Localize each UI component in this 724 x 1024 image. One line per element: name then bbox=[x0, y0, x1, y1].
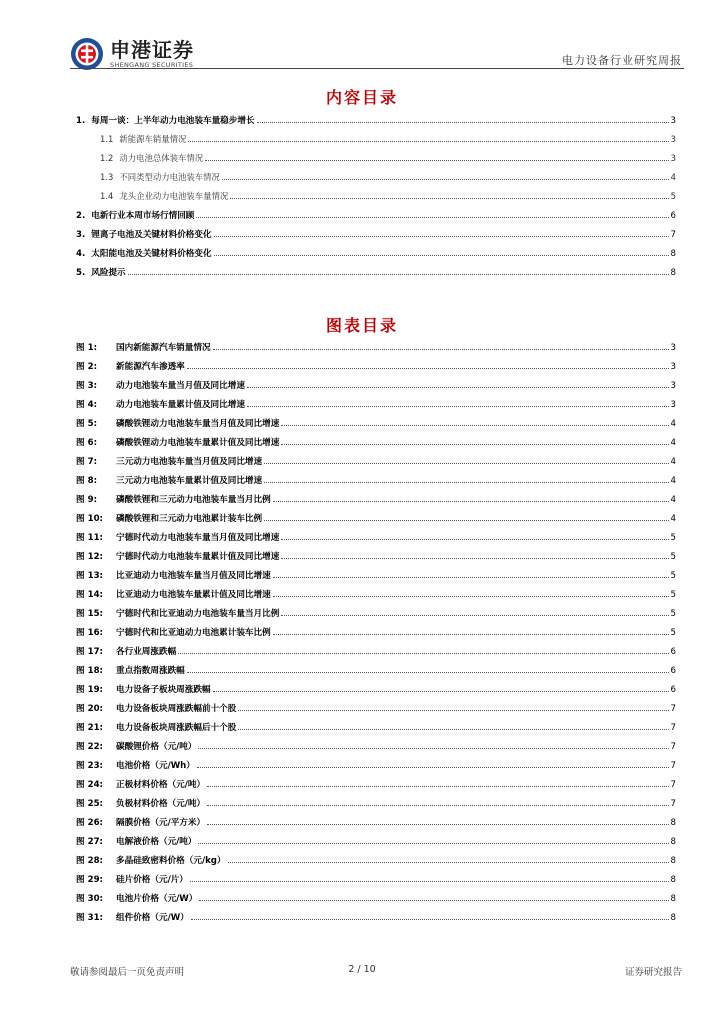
dot-leader bbox=[199, 900, 668, 901]
figure-entry[interactable] bbox=[76, 493, 676, 512]
entry-title: 锂离子电池及关键材料价格变化 bbox=[91, 230, 212, 240]
figure-entry[interactable] bbox=[76, 664, 676, 683]
entry-page-number: 6 bbox=[670, 647, 676, 657]
entry-title: 每周一谈：上半年动力电池装车量稳步增长 bbox=[91, 116, 255, 126]
figure-title: 比亚迪动力电池装车量当月值及同比增速 bbox=[116, 571, 271, 581]
dot-leader bbox=[247, 387, 669, 388]
footer-page-indicator: 2 / 10 bbox=[348, 964, 376, 975]
entry-number: 1. bbox=[76, 116, 86, 126]
figure-entry[interactable] bbox=[76, 816, 676, 835]
dot-leader bbox=[264, 520, 668, 521]
figure-number: 图 19: bbox=[76, 685, 103, 695]
figure-entry[interactable] bbox=[76, 550, 676, 569]
dot-leader bbox=[273, 577, 669, 578]
contents-entry[interactable] bbox=[76, 228, 676, 247]
entry-page-number: 7 bbox=[670, 799, 676, 809]
figure-number: 图 1: bbox=[76, 343, 98, 353]
entry-page-number: 5 bbox=[670, 571, 676, 581]
figure-title: 磷酸铁锂动力电池装车量累计值及同比增速 bbox=[116, 438, 280, 448]
entry-page-number: 4 bbox=[670, 438, 676, 448]
figure-number: 图 20: bbox=[76, 704, 103, 714]
dot-leader bbox=[238, 710, 668, 711]
figure-title: 碳酸锂价格（元/吨） bbox=[116, 742, 197, 752]
entry-page-number: 6 bbox=[670, 666, 676, 676]
entry-page-number: 7 bbox=[670, 723, 676, 733]
figure-entry[interactable] bbox=[76, 607, 676, 626]
dot-leader bbox=[273, 634, 669, 635]
figures-list bbox=[76, 341, 676, 930]
entry-page-number: 4 bbox=[670, 457, 676, 467]
entry-page-number: 3 bbox=[670, 400, 676, 410]
figure-entry[interactable] bbox=[76, 588, 676, 607]
dot-leader bbox=[213, 691, 669, 692]
figure-title: 动力电池装车量当月值及同比增速 bbox=[116, 381, 245, 391]
footer-disclaimer: 敬请参阅最后一页免责声明 bbox=[70, 967, 185, 978]
figure-title: 电力设备板块周涨跌幅后十个股 bbox=[116, 723, 237, 733]
figure-title: 磷酸铁锂动力电池装车量当月值及同比增速 bbox=[116, 419, 280, 429]
dot-leader bbox=[214, 236, 669, 237]
figure-title: 宁德时代和比亚迪动力电池装车量当月比例 bbox=[116, 609, 280, 619]
figure-number: 图 27: bbox=[76, 837, 103, 847]
dot-leader bbox=[228, 862, 669, 863]
entry-page-number: 3 bbox=[670, 343, 676, 353]
footer-doc-type: 证券研究报告 bbox=[624, 967, 682, 978]
figure-title: 宁德时代动力电池装车量累计值及同比增速 bbox=[116, 552, 280, 562]
entry-page-number: 6 bbox=[670, 685, 676, 695]
figure-entry[interactable] bbox=[76, 379, 676, 398]
entry-page-number: 7 bbox=[670, 780, 676, 790]
entry-page-number: 3 bbox=[670, 134, 676, 144]
figure-entry[interactable] bbox=[76, 436, 676, 455]
figure-number: 图 24: bbox=[76, 780, 103, 790]
entry-page-number: 4 bbox=[670, 476, 676, 486]
figure-title: 宁德时代动力电池装车量当月值及同比增速 bbox=[116, 533, 280, 543]
entry-number: 1.3 bbox=[100, 172, 114, 182]
figure-number: 图 22: bbox=[76, 742, 103, 752]
figure-entry[interactable] bbox=[76, 854, 676, 873]
dot-leader bbox=[187, 368, 669, 369]
entry-title: 电新行业本周市场行情回顾 bbox=[91, 211, 195, 221]
figure-entry[interactable] bbox=[76, 702, 676, 721]
figure-number: 图 17: bbox=[76, 647, 103, 657]
figure-entry[interactable] bbox=[76, 569, 676, 588]
figure-entry[interactable] bbox=[76, 835, 676, 854]
entry-page-number: 4 bbox=[670, 495, 676, 505]
entry-page-number: 7 bbox=[670, 230, 676, 240]
entry-page-number: 8 bbox=[670, 856, 676, 866]
contents-entry[interactable] bbox=[76, 266, 676, 285]
entry-title: 风险提示 bbox=[91, 268, 126, 278]
figure-number: 图 16: bbox=[76, 628, 103, 638]
entry-page-number: 8 bbox=[670, 818, 676, 828]
dot-leader bbox=[187, 672, 669, 673]
entry-page-number: 3 bbox=[670, 362, 676, 372]
figure-entry[interactable] bbox=[76, 873, 676, 892]
figure-entry[interactable] bbox=[76, 360, 676, 379]
dot-leader bbox=[273, 501, 669, 502]
figure-title: 磷酸铁锂和三元动力电池装车量当月比例 bbox=[116, 495, 271, 505]
dot-leader bbox=[281, 425, 668, 426]
entry-number: 2. bbox=[76, 211, 86, 221]
dot-leader bbox=[191, 919, 669, 920]
dot-leader bbox=[281, 558, 668, 559]
dot-leader bbox=[222, 179, 669, 180]
figure-number: 图 30: bbox=[76, 894, 103, 904]
figure-number: 图 13: bbox=[76, 571, 103, 581]
figure-title: 比亚迪动力电池装车量累计值及同比增速 bbox=[116, 590, 271, 600]
entry-page-number: 5 bbox=[670, 191, 676, 201]
figure-number: 图 29: bbox=[76, 875, 103, 885]
figure-entry[interactable] bbox=[76, 797, 676, 816]
entry-page-number: 5 bbox=[670, 609, 676, 619]
figure-number: 图 4: bbox=[76, 400, 98, 410]
entry-title: 太阳能电池及关键材料价格变化 bbox=[91, 249, 212, 259]
figure-number: 图 12: bbox=[76, 552, 103, 562]
entry-page-number: 3 bbox=[670, 381, 676, 391]
entry-page-number: 8 bbox=[670, 268, 676, 278]
dot-leader bbox=[207, 805, 668, 806]
entry-page-number: 7 bbox=[670, 742, 676, 752]
figure-title: 电力设备板块周涨跌幅前十个股 bbox=[116, 704, 237, 714]
entry-page-number: 5 bbox=[670, 533, 676, 543]
contents-list bbox=[76, 114, 676, 285]
entry-number: 1.2 bbox=[100, 153, 114, 163]
figure-title: 负极材料价格（元/吨） bbox=[116, 799, 206, 809]
dot-leader bbox=[205, 160, 669, 161]
dot-leader bbox=[197, 767, 669, 768]
contents-entry[interactable] bbox=[76, 209, 676, 228]
figure-number: 图 23: bbox=[76, 761, 103, 771]
dot-leader bbox=[264, 463, 668, 464]
entry-title: 动力电池总体装车情况 bbox=[119, 153, 204, 163]
figure-entry[interactable] bbox=[76, 683, 676, 702]
entry-page-number: 5 bbox=[670, 628, 676, 638]
contents-entry[interactable] bbox=[76, 171, 676, 190]
figure-title: 各行业周涨跌幅 bbox=[116, 647, 177, 657]
figure-number: 图 2: bbox=[76, 362, 98, 372]
entry-page-number: 8 bbox=[670, 913, 676, 923]
dot-leader bbox=[213, 349, 669, 350]
figure-title: 电解液价格（元/吨） bbox=[116, 837, 197, 847]
entry-page-number: 4 bbox=[670, 514, 676, 524]
entry-page-number: 6 bbox=[670, 211, 676, 221]
entry-title: 龙头企业动力电池装车量情况 bbox=[119, 191, 229, 201]
entry-page-number: 5 bbox=[670, 552, 676, 562]
entry-page-number: 8 bbox=[670, 875, 676, 885]
figure-entry[interactable] bbox=[76, 474, 676, 493]
entry-page-number: 7 bbox=[670, 704, 676, 714]
figure-title: 动力电池装车量累计值及同比增速 bbox=[116, 400, 245, 410]
figure-number: 图 26: bbox=[76, 818, 103, 828]
dot-leader bbox=[238, 729, 668, 730]
dot-leader bbox=[230, 198, 668, 199]
entry-page-number: 3 bbox=[670, 153, 676, 163]
figures-title: 图表目录 bbox=[325, 316, 398, 335]
entry-number: 1.1 bbox=[100, 134, 114, 144]
figure-entry[interactable] bbox=[76, 626, 676, 645]
figure-entry[interactable] bbox=[76, 341, 676, 360]
figure-title: 组件价格（元/W） bbox=[116, 913, 189, 923]
dot-leader bbox=[128, 274, 669, 275]
figure-title: 电力设备子板块周涨跌幅 bbox=[116, 685, 211, 695]
dot-leader bbox=[281, 444, 668, 445]
brand-english-name: SHENGANG SECURITIES bbox=[110, 60, 194, 69]
figure-number: 图 3: bbox=[76, 381, 98, 391]
figure-title: 正极材料价格（元/吨） bbox=[116, 780, 206, 790]
entry-page-number: 8 bbox=[670, 837, 676, 847]
figure-entry[interactable] bbox=[76, 531, 676, 550]
entry-number: 5. bbox=[76, 268, 86, 278]
brand-name: 申港证券 bbox=[110, 37, 194, 62]
entry-number: 4. bbox=[76, 249, 86, 259]
contents-entry[interactable] bbox=[76, 247, 676, 266]
header-divider bbox=[70, 68, 684, 69]
figure-title: 三元动力电池装车量累计值及同比增速 bbox=[116, 476, 263, 486]
entry-page-number: 7 bbox=[670, 761, 676, 771]
dot-leader bbox=[257, 122, 669, 123]
entry-number: 1.4 bbox=[100, 191, 114, 201]
figure-title: 重点指数周涨跌幅 bbox=[116, 666, 185, 676]
dot-leader bbox=[214, 255, 669, 256]
entry-page-number: 3 bbox=[670, 116, 676, 126]
figure-entry[interactable] bbox=[76, 911, 676, 930]
dot-leader bbox=[207, 786, 668, 787]
figure-title: 磷酸铁锂和三元动力电池累计装车比例 bbox=[116, 514, 263, 524]
figure-number: 图 7: bbox=[76, 457, 98, 467]
figure-entry[interactable] bbox=[76, 740, 676, 759]
figure-number: 图 6: bbox=[76, 438, 98, 448]
figure-title: 国内新能源汽车销量情况 bbox=[116, 343, 211, 353]
figure-number: 图 14: bbox=[76, 590, 103, 600]
figure-number: 图 8: bbox=[76, 476, 98, 486]
figure-number: 图 28: bbox=[76, 856, 103, 866]
contents-entry[interactable] bbox=[76, 114, 676, 133]
figure-title: 多晶硅致密料价格（元/kg） bbox=[116, 856, 226, 866]
figure-number: 图 18: bbox=[76, 666, 103, 676]
dot-leader bbox=[198, 748, 668, 749]
dot-leader bbox=[198, 843, 668, 844]
figure-entry[interactable] bbox=[76, 892, 676, 911]
figure-number: 图 15: bbox=[76, 609, 103, 619]
dot-leader bbox=[196, 217, 668, 218]
contents-entry[interactable] bbox=[76, 190, 676, 209]
figure-title: 电池片价格（元/W） bbox=[116, 894, 198, 904]
figure-entry[interactable] bbox=[76, 759, 676, 778]
figure-title: 隔膜价格（元/平方米） bbox=[116, 818, 206, 828]
entry-title: 不同类型动力电池装车情况 bbox=[119, 172, 220, 182]
dot-leader bbox=[264, 482, 668, 483]
dot-leader bbox=[273, 596, 669, 597]
entry-page-number: 5 bbox=[670, 590, 676, 600]
dot-leader bbox=[281, 615, 668, 616]
figure-number: 图 10: bbox=[76, 514, 103, 524]
figure-title: 电池价格（元/Wh） bbox=[116, 761, 195, 771]
dot-leader bbox=[247, 406, 669, 407]
contents-entry[interactable] bbox=[76, 152, 676, 171]
entry-page-number: 8 bbox=[670, 249, 676, 259]
figure-entry[interactable] bbox=[76, 512, 676, 531]
figure-title: 新能源汽车渗透率 bbox=[116, 362, 185, 372]
shengang-logo-mark-icon bbox=[70, 37, 104, 71]
figure-number: 图 21: bbox=[76, 723, 103, 733]
figure-number: 图 11: bbox=[76, 533, 103, 543]
figure-number: 图 5: bbox=[76, 419, 98, 429]
entry-page-number: 4 bbox=[670, 172, 676, 182]
report-type: 电力设备行业研究周报 bbox=[562, 54, 682, 67]
dot-leader bbox=[281, 539, 668, 540]
figure-entry[interactable] bbox=[76, 455, 676, 474]
figure-entry[interactable] bbox=[76, 398, 676, 417]
figure-number: 图 31: bbox=[76, 913, 103, 923]
figure-entry[interactable] bbox=[76, 417, 676, 436]
contents-entry[interactable] bbox=[76, 133, 676, 152]
entry-page-number: 8 bbox=[670, 894, 676, 904]
entry-title: 新能源车销量情况 bbox=[119, 134, 187, 144]
figure-entry[interactable] bbox=[76, 721, 676, 740]
dot-leader bbox=[178, 653, 668, 654]
figure-title: 硅片价格（元/片） bbox=[116, 875, 188, 885]
figure-entry[interactable] bbox=[76, 645, 676, 664]
figure-number: 图 25: bbox=[76, 799, 103, 809]
contents-title: 内容目录 bbox=[325, 88, 398, 107]
figure-entry[interactable] bbox=[76, 778, 676, 797]
figure-number: 图 9: bbox=[76, 495, 98, 505]
figure-title: 宁德时代和比亚迪动力电池累计装车比例 bbox=[116, 628, 271, 638]
dot-leader bbox=[207, 824, 668, 825]
dot-leader bbox=[190, 881, 669, 882]
figure-title: 三元动力电池装车量当月值及同比增速 bbox=[116, 457, 263, 467]
entry-number: 3. bbox=[76, 230, 86, 240]
dot-leader bbox=[188, 141, 668, 142]
entry-page-number: 4 bbox=[670, 419, 676, 429]
